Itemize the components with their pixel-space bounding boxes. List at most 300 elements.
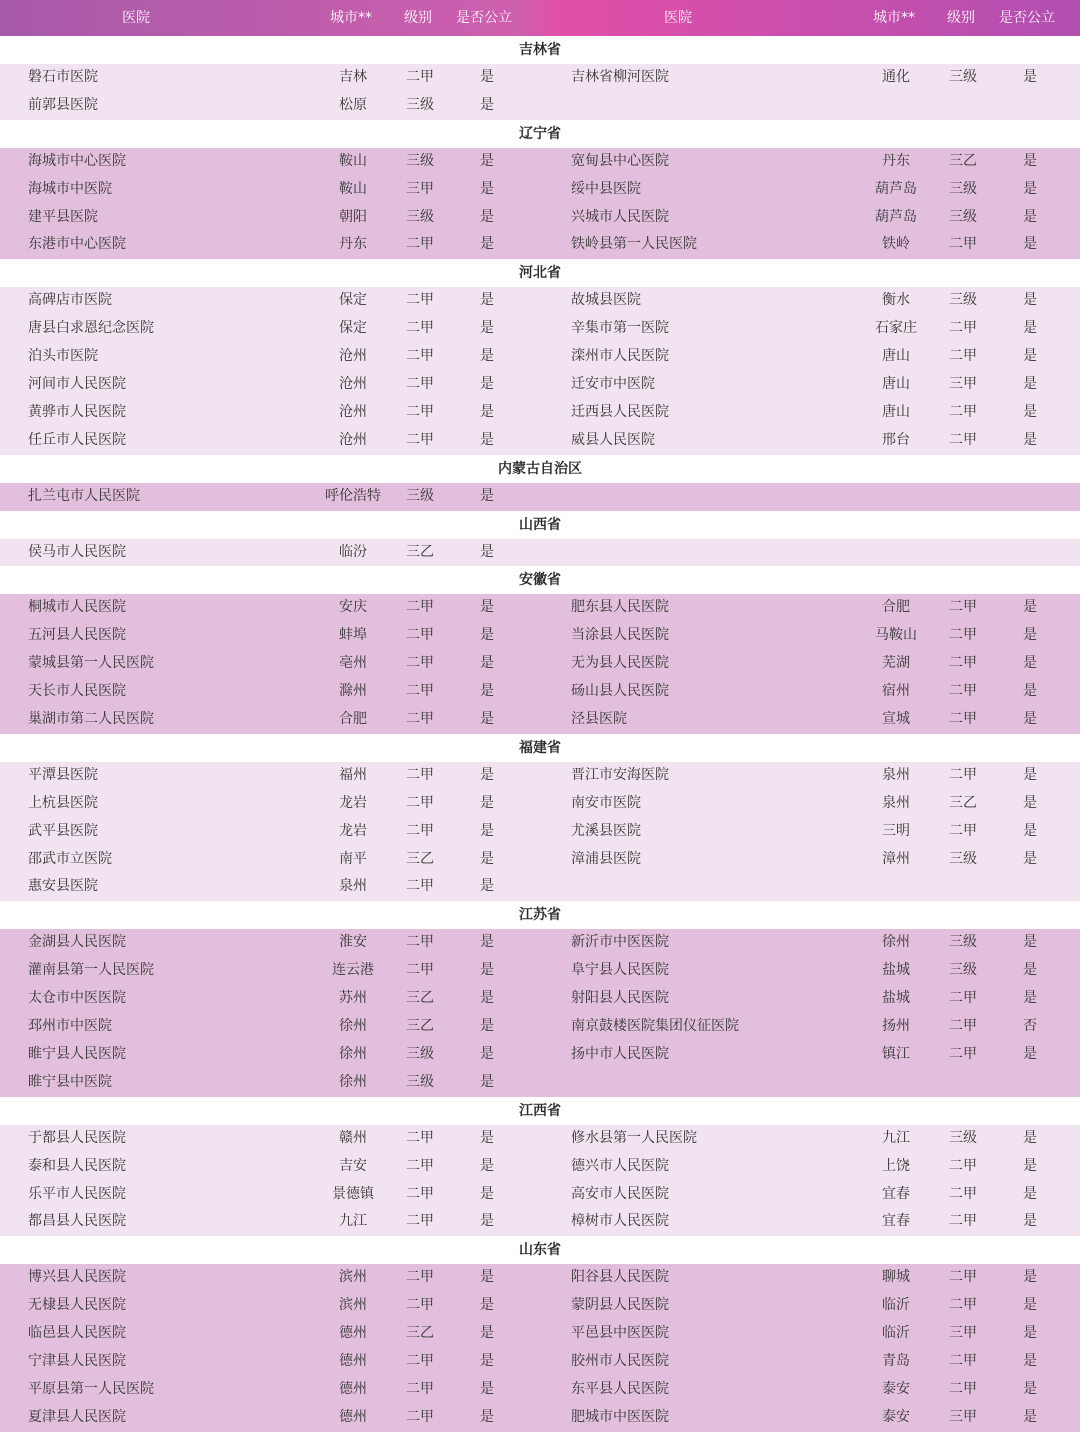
city-cell: 沧州 [339,376,367,393]
city-cell: 徐州 [339,1045,367,1062]
table-row [0,650,1080,678]
hospital-cell: 南京鼓楼医院集团仪征医院 [571,1018,739,1035]
hospital-cell: 金湖县人民医院 [28,934,126,951]
public-cell: 是 [480,1018,494,1035]
city-cell: 龙岩 [339,822,367,839]
level-cell: 二甲 [406,683,434,700]
hospital-cell: 平原县第一人民医院 [28,1380,154,1397]
level-cell: 三级 [949,850,977,867]
public-cell: 是 [480,431,494,448]
hospital-cell: 博兴县人民医院 [28,1269,126,1286]
level-cell: 三级 [406,487,434,504]
city-cell: 宿州 [882,683,910,700]
public-cell: 是 [1023,180,1037,197]
public-cell: 是 [1023,1380,1037,1397]
level-cell: 二甲 [949,1185,977,1202]
section-title: 河北省 [0,259,1080,287]
city-cell: 葫芦岛 [875,208,917,225]
city-cell: 呼伦浩特 [325,487,381,504]
table-body [0,36,1080,1432]
city-cell: 合肥 [882,599,910,616]
public-cell: 是 [1023,962,1037,979]
hospital-cell: 故城县医院 [571,292,641,309]
level-cell: 二甲 [406,962,434,979]
hospital-cell: 尤溪县医院 [571,822,641,839]
city-cell: 宣城 [882,711,910,728]
public-cell: 是 [480,543,494,560]
table-row [0,594,1080,622]
table-header [0,0,1080,36]
level-cell: 三甲 [949,376,977,393]
city-cell: 九江 [339,1213,367,1230]
city-cell: 扬州 [882,1018,910,1035]
hospital-cell: 威县人民医院 [571,431,655,448]
level-cell: 二甲 [406,878,434,895]
city-cell: 保定 [339,320,367,337]
table-row [0,1320,1080,1348]
hospital-cell: 泰和县人民医院 [28,1157,126,1174]
city-cell: 唐山 [882,403,910,420]
hospital-cell: 侯马市人民医院 [28,543,126,560]
public-cell: 是 [480,1045,494,1062]
level-cell: 三甲 [949,1325,977,1342]
level-cell: 二甲 [406,431,434,448]
city-cell: 徐州 [339,1073,367,1090]
city-cell: 福州 [339,766,367,783]
hospital-cell: 灌南县第一人民医院 [28,962,154,979]
public-cell: 是 [480,1185,494,1202]
hospital-cell: 漳浦县医院 [571,850,641,867]
public-cell: 否 [1023,1018,1037,1035]
hospital-cell: 天长市人民医院 [28,683,126,700]
level-cell: 二甲 [949,1352,977,1369]
hospital-cell: 无棣县人民医院 [28,1297,126,1314]
city-cell: 宜春 [882,1213,910,1230]
header-public-right: 是否公立 [999,10,1055,26]
hospital-cell: 前郭县医院 [28,96,98,113]
public-cell: 是 [1023,822,1037,839]
public-cell: 是 [480,96,494,113]
table-row [0,873,1080,901]
public-cell: 是 [1023,236,1037,253]
public-cell: 是 [480,1157,494,1174]
city-cell: 泰安 [882,1408,910,1425]
level-cell: 二甲 [406,320,434,337]
level-cell: 三级 [406,1045,434,1062]
table-row [0,1348,1080,1376]
header-city-left: 城市** [330,10,372,26]
level-cell: 二甲 [406,822,434,839]
hospital-cell: 修水县第一人民医院 [571,1129,697,1146]
city-cell: 徐州 [339,1018,367,1035]
level-cell: 二甲 [949,711,977,728]
city-cell: 松原 [339,96,367,113]
level-cell: 三级 [949,208,977,225]
city-cell: 芜湖 [882,655,910,672]
public-cell: 是 [480,822,494,839]
header-hospital-left: 医院 [122,10,150,26]
public-cell: 是 [480,599,494,616]
hospital-cell: 睢宁县中医院 [28,1073,112,1090]
hospital-cell: 高安市人民医院 [571,1185,669,1202]
city-cell: 临沂 [882,1325,910,1342]
level-cell: 二甲 [406,348,434,365]
public-cell: 是 [1023,990,1037,1007]
level-cell: 二甲 [949,1269,977,1286]
public-cell: 是 [1023,1352,1037,1369]
section-title: 山西省 [0,511,1080,539]
level-cell: 三级 [949,962,977,979]
public-cell: 是 [1023,292,1037,309]
table-row [0,287,1080,315]
hospital-cell: 太仓市中医医院 [28,990,126,1007]
city-cell: 徐州 [882,934,910,951]
hospital-cell: 唐县白求恩纪念医院 [28,320,154,337]
hospital-cell: 晋江市安海医院 [571,766,669,783]
city-cell: 吉安 [339,1157,367,1174]
level-cell: 三级 [406,1073,434,1090]
table-row [0,231,1080,259]
hospital-cell: 平潭县医院 [28,766,98,783]
hospital-cell: 宁津县人民医院 [28,1352,126,1369]
hospital-cell: 肥城市中医医院 [571,1408,669,1425]
public-cell: 是 [480,1213,494,1230]
public-cell: 是 [480,655,494,672]
public-cell: 是 [1023,794,1037,811]
city-cell: 临沂 [882,1297,910,1314]
hospital-cell: 桐城市人民医院 [28,599,126,616]
hospital-cell: 惠安县医院 [28,878,98,895]
header-hospital-right: 医院 [664,10,692,26]
city-cell: 龙岩 [339,794,367,811]
public-cell: 是 [480,1297,494,1314]
city-cell: 盐城 [882,990,910,1007]
city-cell: 安庆 [339,599,367,616]
public-cell: 是 [480,1073,494,1090]
hospital-cell: 铁岭县第一人民医院 [571,236,697,253]
public-cell: 是 [1023,69,1037,85]
city-cell: 铁岭 [882,236,910,253]
table-row [0,148,1080,176]
level-cell: 三级 [406,96,434,113]
table-row [0,427,1080,455]
level-cell: 二甲 [949,990,977,1007]
level-cell: 三级 [949,69,977,85]
public-cell: 是 [480,934,494,951]
level-cell: 三乙 [406,1325,434,1342]
hospital-cell: 新沂市中医医院 [571,934,669,951]
level-cell: 二甲 [949,655,977,672]
level-cell: 二甲 [949,1213,977,1230]
city-cell: 唐山 [882,348,910,365]
public-cell: 是 [1023,1269,1037,1286]
public-cell: 是 [1023,1129,1037,1146]
city-cell: 亳州 [339,655,367,672]
public-cell: 是 [1023,431,1037,448]
public-cell: 是 [480,1408,494,1425]
hospital-cell: 东平县人民医院 [571,1380,669,1397]
hospital-cell: 高碑店市医院 [28,292,112,309]
public-cell: 是 [1023,1157,1037,1174]
hospital-cell: 无为县人民医院 [571,655,669,672]
level-cell: 二甲 [406,934,434,951]
level-cell: 二甲 [406,1352,434,1369]
header-level-left: 级别 [404,10,432,26]
public-cell: 是 [1023,208,1037,225]
level-cell: 三乙 [949,152,977,169]
level-cell: 二甲 [406,1269,434,1286]
level-cell: 二甲 [406,655,434,672]
public-cell: 是 [480,152,494,169]
public-cell: 是 [1023,711,1037,728]
level-cell: 三级 [406,152,434,169]
public-cell: 是 [480,180,494,197]
hospital-cell: 于都县人民医院 [28,1129,126,1146]
public-cell: 是 [480,627,494,644]
hospital-cell: 邳州市中医院 [28,1018,112,1035]
public-cell: 是 [480,1129,494,1146]
city-cell: 泰安 [882,1380,910,1397]
section-title: 江西省 [0,1097,1080,1125]
hospital-cell: 睢宁县人民医院 [28,1045,126,1062]
level-cell: 三乙 [406,1018,434,1035]
level-cell: 二甲 [949,431,977,448]
level-cell: 二甲 [406,1157,434,1174]
hospital-cell: 上杭县医院 [28,794,98,811]
hospital-cell: 海城市中医院 [28,180,112,197]
public-cell: 是 [480,878,494,895]
city-cell: 淮安 [339,934,367,951]
table-row [0,1153,1080,1181]
hospital-cell: 海城市中心医院 [28,152,126,169]
public-cell: 是 [480,766,494,783]
level-cell: 二甲 [406,1408,434,1425]
city-cell: 衡水 [882,292,910,309]
hospital-cell: 辛集市第一医院 [571,320,669,337]
city-cell: 石家庄 [875,320,917,337]
level-cell: 二甲 [949,348,977,365]
city-cell: 合肥 [339,711,367,728]
table-row [0,818,1080,846]
city-cell: 赣州 [339,1129,367,1146]
city-cell: 德州 [339,1380,367,1397]
hospital-cell: 临邑县人民医院 [28,1325,126,1342]
public-cell: 是 [1023,683,1037,700]
level-cell: 三乙 [406,850,434,867]
table-row [0,176,1080,204]
hospital-cell: 都昌县人民医院 [28,1213,126,1230]
table-row [0,957,1080,985]
hospital-cell: 迁西县人民医院 [571,403,669,420]
public-cell: 是 [1023,403,1037,420]
level-cell: 二甲 [406,292,434,309]
city-cell: 聊城 [882,1269,910,1286]
hospital-cell: 任丘市人民医院 [28,431,126,448]
city-cell: 宜春 [882,1185,910,1202]
public-cell: 是 [1023,655,1037,672]
table-row [0,1376,1080,1404]
city-cell: 上饶 [882,1157,910,1174]
city-cell: 漳州 [882,850,910,867]
hospital-cell: 河间市人民医院 [28,376,126,393]
section-title: 辽宁省 [0,120,1080,148]
table-row [0,678,1080,706]
city-cell: 泉州 [882,766,910,783]
section-title: 福建省 [0,734,1080,762]
table-row [0,1013,1080,1041]
hospital-cell: 磐石市医院 [28,69,98,85]
public-cell: 是 [1023,1185,1037,1202]
city-cell: 泉州 [339,878,367,895]
hospital-cell: 宽甸县中心医院 [571,152,669,169]
level-cell: 二甲 [949,627,977,644]
table-row [0,1041,1080,1069]
city-cell: 蚌埠 [339,627,367,644]
level-cell: 二甲 [949,599,977,616]
hospital-cell: 泊头市医院 [28,348,98,365]
public-cell: 是 [1023,1045,1037,1062]
table-row [0,343,1080,371]
table-row [0,483,1080,511]
hospital-cell: 胶州市人民医院 [571,1352,669,1369]
level-cell: 三级 [406,208,434,225]
public-cell: 是 [480,711,494,728]
city-cell: 三明 [882,822,910,839]
hospital-cell: 乐平市人民医院 [28,1185,126,1202]
level-cell: 二甲 [949,320,977,337]
level-cell: 二甲 [406,1297,434,1314]
level-cell: 二甲 [406,627,434,644]
city-cell: 景德镇 [332,1185,374,1202]
public-cell: 是 [1023,1408,1037,1425]
public-cell: 是 [1023,766,1037,783]
public-cell: 是 [480,292,494,309]
hospital-cell: 黄骅市人民医院 [28,403,126,420]
hospital-cell: 当涂县人民医院 [571,627,669,644]
city-cell: 鞍山 [339,180,367,197]
table-row [0,985,1080,1013]
section-title: 吉林省 [0,36,1080,64]
level-cell: 三级 [949,1129,977,1146]
table-row [0,204,1080,232]
level-cell: 二甲 [406,711,434,728]
city-cell: 泉州 [882,794,910,811]
level-cell: 三乙 [406,990,434,1007]
hospital-cell: 射阳县人民医院 [571,990,669,1007]
level-cell: 三甲 [406,180,434,197]
city-cell: 苏州 [339,990,367,1007]
hospital-cell: 砀山县人民医院 [571,683,669,700]
city-cell: 连云港 [332,962,374,979]
section-title: 安徽省 [0,566,1080,594]
table-row [0,399,1080,427]
section-title: 山东省 [0,1236,1080,1264]
section-title: 江苏省 [0,901,1080,929]
public-cell: 是 [1023,599,1037,616]
city-cell: 沧州 [339,403,367,420]
city-cell: 沧州 [339,431,367,448]
public-cell: 是 [480,794,494,811]
city-cell: 临汾 [339,543,367,560]
level-cell: 三乙 [406,543,434,560]
level-cell: 二甲 [406,1129,434,1146]
hospital-cell: 迁安市中医院 [571,376,655,393]
table-row [0,790,1080,818]
public-cell: 是 [1023,850,1037,867]
level-cell: 二甲 [949,683,977,700]
table-row [0,539,1080,567]
table-row [0,1181,1080,1209]
hospital-cell: 吉林省柳河医院 [571,69,669,85]
hospital-cell: 武平县医院 [28,822,98,839]
city-cell: 南平 [339,850,367,867]
level-cell: 二甲 [406,794,434,811]
city-cell: 滨州 [339,1297,367,1314]
public-cell: 是 [480,348,494,365]
public-cell: 是 [480,1325,494,1342]
level-cell: 二甲 [406,236,434,253]
city-cell: 德州 [339,1325,367,1342]
public-cell: 是 [480,683,494,700]
level-cell: 二甲 [949,766,977,783]
city-cell: 吉林 [339,69,367,85]
city-cell: 唐山 [882,376,910,393]
public-cell: 是 [480,1380,494,1397]
public-cell: 是 [480,850,494,867]
level-cell: 三级 [949,292,977,309]
level-cell: 二甲 [949,822,977,839]
table-row [0,1264,1080,1292]
hospital-cell: 扬中市人民医院 [571,1045,669,1062]
level-cell: 三乙 [949,794,977,811]
level-cell: 二甲 [949,1018,977,1035]
table-row [0,64,1080,92]
city-cell: 沧州 [339,348,367,365]
hospital-cell: 邵武市立医院 [28,850,112,867]
city-cell: 九江 [882,1129,910,1146]
header-public-left: 是否公立 [456,10,512,26]
city-cell: 保定 [339,292,367,309]
public-cell: 是 [1023,348,1037,365]
level-cell: 二甲 [406,69,434,85]
public-cell: 是 [480,320,494,337]
hospital-cell: 蒙城县第一人民医院 [28,655,154,672]
level-cell: 二甲 [406,1380,434,1397]
table-row [0,371,1080,399]
level-cell: 二甲 [949,1157,977,1174]
table-row [0,846,1080,874]
city-cell: 盐城 [882,962,910,979]
table-row [0,706,1080,734]
level-cell: 二甲 [406,403,434,420]
hospital-cell: 五河县人民医院 [28,627,126,644]
level-cell: 二甲 [949,1380,977,1397]
public-cell: 是 [480,962,494,979]
table-row [0,1292,1080,1320]
level-cell: 三甲 [949,1408,977,1425]
public-cell: 是 [480,69,494,85]
city-cell: 滁州 [339,683,367,700]
city-cell: 镇江 [882,1045,910,1062]
hospital-cell: 樟树市人民医院 [571,1213,669,1230]
level-cell: 二甲 [406,599,434,616]
level-cell: 二甲 [949,403,977,420]
city-cell: 丹东 [882,152,910,169]
level-cell: 二甲 [406,1185,434,1202]
table-row [0,929,1080,957]
public-cell: 是 [1023,376,1037,393]
hospital-cell: 平邑县中医医院 [571,1325,669,1342]
